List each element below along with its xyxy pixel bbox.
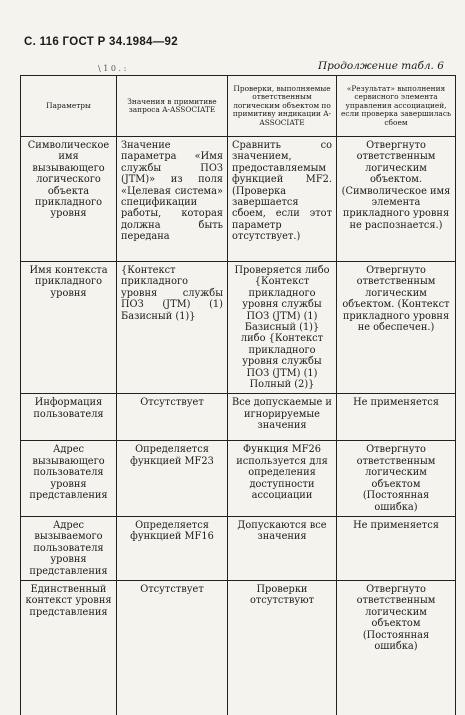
cell-result: Отвергнуто ответственным логическим объектом (Постоянная ошибка) [337,441,456,516]
cell-request-value: Определяется функцией MF16 [117,516,228,580]
cell-parameter: Имя контекста прикладного уровня [21,262,117,394]
cell-parameter: Единственный контекст уровня представления [21,580,117,715]
cell-request-value: {Контекст прикладного уровня службы ПОЗ (JTM) (1) Базисный (1)} [117,262,228,394]
table-row [21,516,456,580]
page-reference: С. 116 ГОСТ Р 34.1984—92 [24,36,178,48]
table-row [21,137,456,262]
table-row [21,441,456,516]
cell-check: Функция MF26 используется для определения доступности ассоциации [228,441,337,516]
cell-result: Не применяется [337,516,456,580]
cell-result: Отвергнуто ответственным логическим объектом. (Символическое имя элемента прикладного уровня не распознается.) [337,137,456,262]
cell-result: Отвергнуто ответственным логическим объектом (Постоянная ошибка) [337,580,456,715]
stray-mark: \ 1 0 . : [98,64,127,73]
cell-request-value: Определяется функцией MF23 [117,441,228,516]
table-row [21,262,456,394]
column-header-request-values: Значения в примитиве запроса A-ASSOCIATE [117,76,228,137]
table-continuation-label: Продолжение табл. 6 [318,60,444,72]
column-header-parameters: Параметры [21,76,117,137]
cell-check: Допускаются все значения [228,516,337,580]
cell-result: Отвергнуто ответственным логическим объектом. (Контекст прикладного уровня не обеспечен.) [337,262,456,394]
cell-parameter: Адрес вызываемого пользователя уровня представления [21,516,117,580]
column-header-result: «Результат» выполнения сервисного элемента управления ассоциацией, если проверка завершилась сбоем [337,76,456,137]
cell-parameter: Адрес вызывающего пользователя уровня представления [21,441,117,516]
cell-parameter: Информация пользователя [21,394,117,441]
cell-result: Не применяется [337,394,456,441]
cell-request-value: Отсутствует [117,580,228,715]
cell-request-value: Отсутствует [117,394,228,441]
cell-request-value: Значение параметра «Имя службы ПОЗ (JTM)» из поля «Целевая система» спецификации работы, которая должна быть передана [117,137,228,262]
table-header-row [21,76,456,137]
cell-parameter: Символическое имя вызывающего логического объекта прикладного уровня [21,137,117,262]
cell-check: Проверяется либо {Контекст прикладного уровня службы ПОЗ (JTM) (1) Базисный (1)} либо {Контекст прикладного уровня службы ПОЗ (JTM) (1) Полный (2)} [228,262,337,394]
gost-table [20,75,456,715]
cell-check: Все допускаемые и игнорируемые значения [228,394,337,441]
table-row [21,394,456,441]
table-row [21,580,456,715]
cell-check: Проверки отсутствуют [228,580,337,715]
cell-check: Сравнить со значением, предоставляемым функцией MF2. (Проверка завершается сбоем, если этот параметр отсутствует.) [228,137,337,262]
column-header-checks: Проверки, выполняемые ответственным логическим объектом по примитиву индикации A-ASSOCIATE [228,76,337,137]
